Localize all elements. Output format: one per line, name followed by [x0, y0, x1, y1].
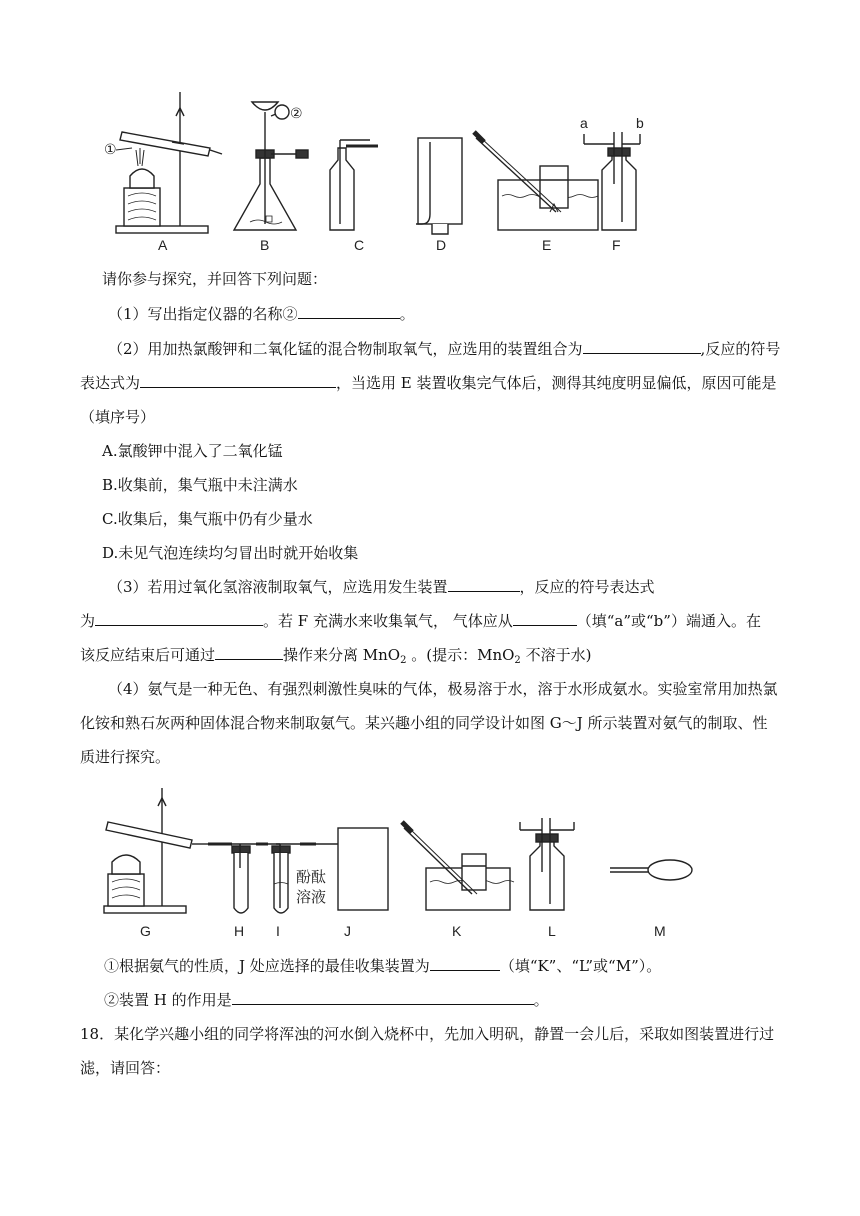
q3-text-2a: 为 — [80, 612, 96, 630]
q4-sub1-text-a: 根据氨气的性质，J 处应选择的最佳收集装置为 — [119, 957, 430, 975]
q3-text-3d: 不溶于水) — [520, 646, 592, 664]
callout-1: ① — [104, 141, 117, 157]
apparatus-g — [104, 788, 208, 913]
label-k: K — [452, 923, 462, 939]
q3-blank-equation[interactable] — [95, 611, 263, 626]
apparatus-l — [520, 818, 574, 910]
phenol-label-1: 酚酞 — [296, 869, 327, 886]
q3-sub-1: 2 — [400, 655, 407, 666]
q3-line-1 — [0, 577, 860, 597]
apparatus-h — [232, 844, 250, 913]
q3-text-2b: 。若 F 充满水来收集氧气， 气体应从 — [263, 612, 513, 630]
q3-text-3a: 该反应结束后可通过 — [80, 646, 216, 664]
q2-option-c: C.收集后，集气瓶中仍有少量水 — [102, 510, 313, 528]
apparatus-a — [116, 92, 222, 233]
q4-sub2-line — [0, 990, 860, 1010]
q18-line-1: 18．某化学兴趣小组的同学将浑浊的河水倒入烧杯中，先加入明矾，静置一会儿后，采取如图装置进行过 — [80, 1025, 775, 1043]
apparatus-k — [402, 822, 514, 910]
label-c: C — [354, 237, 365, 253]
q1-line — [0, 304, 860, 324]
q2-text-1b: ,反应的符号 — [700, 340, 781, 358]
apparatus-b — [234, 102, 308, 230]
q1-text: （1）写出指定仪器的名称 — [108, 305, 283, 323]
q4-sub1-line — [0, 956, 860, 976]
apparatus-c — [330, 140, 378, 230]
q3-line-3 — [0, 645, 860, 671]
label-f: F — [612, 237, 621, 253]
port-a-label: a — [580, 115, 588, 131]
label-i: I — [276, 923, 280, 939]
label-m: M — [654, 923, 666, 939]
q2-option-a: A.氯酸钾中混入了二氧化锰 — [102, 442, 283, 460]
q3-text-1a: （3）若用过氧化氢溶液制取氧气，应选用发生装置 — [108, 578, 448, 596]
q2-text-2a: 表达式为 — [80, 374, 141, 392]
q2-text-2b: ，当选用 E 装置收集完气体后，测得其纯度明显偏低，原因可能是 — [336, 374, 777, 392]
q2-option-d: D.未见气泡连续均匀冒出时就开始收集 — [102, 544, 359, 562]
q2-blank-equation[interactable] — [140, 373, 336, 388]
q4-sub2-text-a: 装置 H 的作用是 — [119, 991, 232, 1009]
phenol-label-2: 溶液 — [296, 889, 327, 906]
q1-circ: ② — [282, 305, 298, 323]
label-e: E — [542, 237, 552, 253]
apparatus-figure-a-f — [100, 88, 760, 260]
q1-end: 。 — [399, 305, 415, 323]
intro-line: 请你参与探究，并回答下列问题： — [102, 270, 328, 288]
label-j: J — [344, 923, 351, 939]
apparatus-figure-g-m — [100, 784, 720, 944]
q2-text-1a: （2）用加热氯酸钾和二氧化锰的混合物制取氧气，应选用的装置组合为 — [108, 340, 583, 358]
apparatus-m — [610, 860, 692, 880]
q2-line-3: （填序号） — [80, 408, 156, 426]
q4-sub1-blank[interactable] — [430, 956, 500, 971]
q3-text-1b: ，反应的符号表达式 — [519, 578, 655, 596]
label-d: D — [436, 237, 447, 253]
q18-line-2: 滤，请回答： — [80, 1059, 171, 1077]
q3-blank-device[interactable] — [448, 577, 520, 592]
q4-sub2-circ: ② — [104, 991, 120, 1009]
q4-line-2: 化铵和熟石灰两种固体混合物来制取氨气。某兴趣小组的同学设计如图 G～J 所示装置对氨气的制取、性 — [80, 714, 768, 732]
port-b-label: b — [636, 115, 644, 131]
callout-2: ② — [290, 105, 303, 121]
q4-line-1: （4）氨气是一种无色、有强烈刺激性臭味的气体，极易溶于水，溶于水形成氨水。实验室常用加热氯 — [108, 680, 778, 698]
q2-line-1 — [0, 339, 860, 359]
label-a: A — [158, 237, 168, 253]
q3-line-2 — [0, 611, 860, 631]
q4-sub2-blank[interactable] — [232, 990, 534, 1005]
q2-option-b: B.收集前，集气瓶中未注满水 — [102, 476, 298, 494]
q4-sub1-text-b: （填“K”、“L”或“M”）。 — [499, 957, 662, 975]
q4-sub2-text-b: 。 — [533, 991, 549, 1009]
q4-line-3: 质进行探究。 — [80, 748, 171, 766]
label-l: L — [548, 923, 556, 939]
q3-blank-operation[interactable] — [215, 645, 283, 660]
label-b: B — [260, 237, 270, 253]
q2-line-2 — [0, 373, 860, 393]
label-h: H — [234, 923, 245, 939]
apparatus-e — [474, 132, 598, 230]
q1-blank[interactable] — [298, 304, 400, 319]
apparatus-i — [272, 844, 290, 913]
q3-blank-port[interactable] — [513, 611, 577, 626]
q3-sub-2: 2 — [514, 655, 521, 666]
label-g: G — [140, 923, 151, 939]
apparatus-d — [416, 138, 462, 234]
q3-text-3c: 。(提示：MnO — [406, 646, 515, 664]
q3-text-3b: 操作来分离 MnO — [283, 646, 401, 664]
q2-blank-combo[interactable] — [583, 339, 701, 354]
q4-sub1-circ: ① — [104, 957, 120, 975]
q3-text-2c: （填“a”或“b”）端通入。在 — [576, 612, 761, 630]
apparatus-j — [338, 828, 388, 910]
